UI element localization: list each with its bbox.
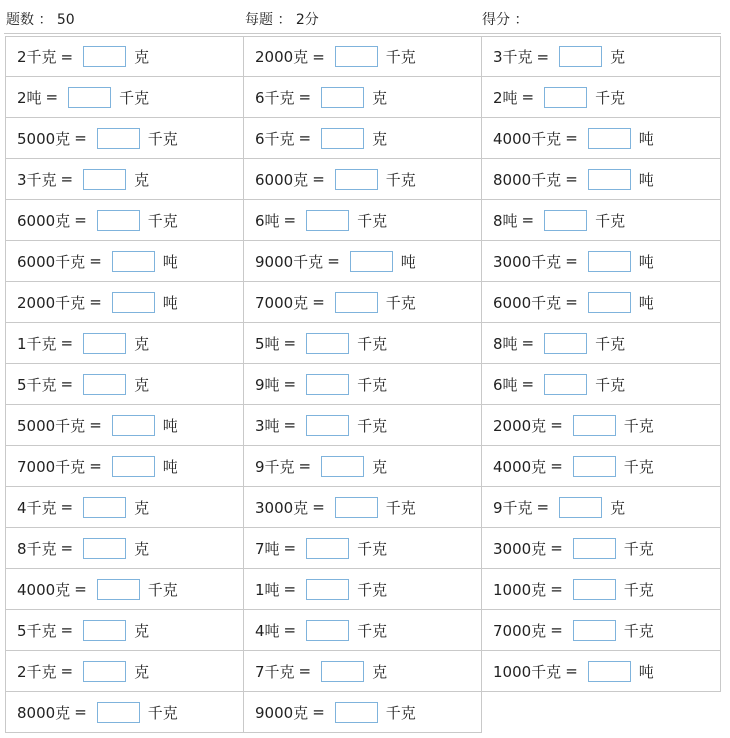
equals-sign: = bbox=[565, 170, 578, 188]
question-cell bbox=[243, 364, 481, 405]
answer-input[interactable] bbox=[588, 661, 631, 682]
question-row bbox=[5, 323, 721, 364]
unit-label: 吨 bbox=[162, 252, 178, 271]
question-cell bbox=[5, 610, 243, 651]
equals-sign: = bbox=[312, 293, 325, 311]
question-text: 8千克 bbox=[17, 539, 57, 558]
equals-sign: = bbox=[74, 211, 87, 229]
question-cell bbox=[243, 200, 481, 241]
unit-label: 吨 bbox=[162, 293, 178, 312]
equals-sign: = bbox=[312, 47, 325, 66]
question-cell bbox=[5, 528, 243, 569]
question-text: 7000克 bbox=[493, 621, 547, 640]
question-cell bbox=[243, 446, 481, 487]
question-row bbox=[5, 569, 721, 610]
equals-sign: = bbox=[60, 621, 74, 639]
equals-sign: = bbox=[298, 88, 312, 106]
answer-input[interactable] bbox=[321, 456, 364, 477]
answer-input[interactable] bbox=[97, 128, 140, 149]
answer-input[interactable] bbox=[573, 579, 616, 600]
answer-input[interactable] bbox=[306, 415, 349, 436]
answer-input[interactable] bbox=[97, 702, 140, 723]
unit-label: 克 bbox=[372, 129, 388, 148]
question-cell bbox=[5, 405, 243, 446]
unit-label: 千克 bbox=[385, 170, 416, 189]
equals-sign: = bbox=[45, 88, 59, 106]
question-text: 8000克 bbox=[17, 703, 71, 722]
answer-input[interactable] bbox=[544, 374, 587, 395]
question-row bbox=[5, 528, 721, 569]
unit-label: 克 bbox=[134, 498, 150, 517]
answer-input[interactable] bbox=[97, 579, 140, 600]
equals-sign: = bbox=[521, 88, 535, 106]
question-cell bbox=[5, 77, 243, 118]
equals-sign: = bbox=[60, 539, 74, 557]
unit-label: 克 bbox=[610, 48, 626, 66]
unit-label: 克 bbox=[610, 498, 626, 517]
question-row bbox=[5, 118, 721, 159]
unit-label: 克 bbox=[134, 662, 150, 681]
question-row bbox=[5, 610, 721, 651]
question-cell bbox=[5, 118, 243, 159]
question-text: 6000克 bbox=[255, 170, 309, 189]
question-row bbox=[5, 487, 721, 528]
question-cell bbox=[5, 200, 243, 241]
question-text: 5000千克 bbox=[17, 416, 86, 435]
question-text: 3000克 bbox=[493, 539, 547, 558]
answer-input[interactable] bbox=[83, 169, 126, 190]
question-cell bbox=[481, 405, 721, 446]
question-text: 3吨 bbox=[255, 416, 280, 435]
equals-sign: = bbox=[60, 47, 74, 66]
question-text: 5千克 bbox=[17, 375, 57, 394]
unit-label: 千克 bbox=[595, 211, 626, 230]
answer-input[interactable] bbox=[68, 87, 111, 108]
unit-label: 克 bbox=[134, 48, 150, 66]
unit-label: 千克 bbox=[385, 293, 416, 312]
question-cell bbox=[481, 77, 721, 118]
answer-input[interactable] bbox=[83, 333, 126, 354]
unit-label: 克 bbox=[134, 334, 150, 353]
question-text: 9吨 bbox=[255, 375, 280, 394]
answer-input[interactable] bbox=[321, 128, 364, 149]
unit-label: 吨 bbox=[638, 662, 654, 681]
answer-input[interactable] bbox=[112, 456, 155, 477]
equals-sign: = bbox=[550, 580, 563, 598]
question-cell bbox=[5, 446, 243, 487]
answer-input[interactable] bbox=[588, 128, 631, 149]
question-cell bbox=[481, 36, 721, 77]
equals-sign: = bbox=[565, 252, 578, 270]
question-cell bbox=[481, 159, 721, 200]
question-text: 2吨 bbox=[493, 88, 518, 107]
equals-sign: = bbox=[89, 457, 102, 475]
question-cell bbox=[243, 36, 481, 77]
equals-sign: = bbox=[60, 375, 74, 393]
equals-sign: = bbox=[298, 457, 312, 475]
unit-label: 千克 bbox=[357, 211, 388, 230]
question-row bbox=[5, 159, 721, 200]
answer-input[interactable] bbox=[588, 251, 631, 272]
equals-sign: = bbox=[312, 170, 325, 188]
equals-sign: = bbox=[89, 252, 102, 270]
question-row bbox=[5, 200, 721, 241]
unit-label: 克 bbox=[134, 539, 150, 558]
question-cell bbox=[243, 405, 481, 446]
unit-label: 千克 bbox=[623, 621, 654, 640]
answer-input[interactable] bbox=[83, 497, 126, 518]
question-cell bbox=[481, 364, 721, 405]
equals-sign: = bbox=[550, 416, 563, 434]
equals-sign: = bbox=[89, 416, 102, 434]
question-text: 2000千克 bbox=[17, 293, 86, 312]
question-cell bbox=[243, 487, 481, 528]
unit-label: 千克 bbox=[623, 457, 654, 476]
answer-input[interactable] bbox=[321, 87, 364, 108]
question-cell bbox=[243, 118, 481, 159]
unit-label: 千克 bbox=[119, 88, 150, 107]
question-text: 2千克 bbox=[17, 662, 57, 681]
question-cell bbox=[481, 118, 721, 159]
equals-sign: = bbox=[60, 498, 74, 516]
unit-label: 克 bbox=[372, 88, 388, 107]
answer-input[interactable] bbox=[335, 169, 378, 190]
answer-input[interactable] bbox=[306, 620, 349, 641]
score-label: 得分 ： bbox=[482, 12, 529, 28]
question-cell bbox=[243, 159, 481, 200]
question-cell bbox=[481, 241, 721, 282]
unit-label: 克 bbox=[134, 375, 150, 394]
unit-label: 千克 bbox=[595, 375, 626, 394]
question-row bbox=[5, 241, 721, 282]
answer-input[interactable] bbox=[97, 210, 140, 231]
question-count-label: 题数 ： 50 bbox=[6, 12, 75, 28]
question-text: 8吨 bbox=[493, 211, 518, 230]
unit-label: 千克 bbox=[595, 334, 626, 353]
answer-input[interactable] bbox=[112, 251, 155, 272]
question-text: 6千克 bbox=[255, 88, 295, 107]
question-cell bbox=[481, 323, 721, 364]
unit-label: 千克 bbox=[385, 703, 416, 722]
unit-label: 吨 bbox=[400, 252, 416, 271]
question-text: 7吨 bbox=[255, 539, 280, 558]
answer-input[interactable] bbox=[321, 661, 364, 682]
question-cell bbox=[5, 36, 243, 77]
question-cell bbox=[5, 692, 243, 733]
unit-label: 吨 bbox=[162, 416, 178, 435]
question-text: 6吨 bbox=[255, 211, 280, 230]
question-cell bbox=[481, 651, 721, 692]
question-cell bbox=[481, 282, 721, 323]
question-text: 2吨 bbox=[17, 88, 42, 107]
question-text: 1000克 bbox=[493, 580, 547, 599]
question-cell bbox=[243, 569, 481, 610]
unit-label: 千克 bbox=[357, 539, 388, 558]
question-row bbox=[5, 36, 721, 77]
question-row bbox=[5, 446, 721, 487]
question-text: 6吨 bbox=[493, 375, 518, 394]
unit-label: 千克 bbox=[623, 580, 654, 599]
header-divider bbox=[4, 33, 721, 34]
answer-input[interactable] bbox=[83, 538, 126, 559]
answer-input[interactable] bbox=[544, 210, 587, 231]
unit-label: 吨 bbox=[638, 129, 654, 148]
question-text: 6000克 bbox=[17, 211, 71, 230]
equals-sign: = bbox=[89, 293, 102, 311]
answer-input[interactable] bbox=[306, 538, 349, 559]
equals-sign: = bbox=[74, 580, 87, 598]
unit-label: 克 bbox=[372, 457, 388, 476]
question-cell bbox=[243, 528, 481, 569]
question-text: 7000千克 bbox=[17, 457, 86, 476]
question-text: 6千克 bbox=[255, 129, 295, 148]
answer-input[interactable] bbox=[544, 87, 587, 108]
answer-input[interactable] bbox=[335, 292, 378, 313]
question-cell bbox=[5, 241, 243, 282]
equals-sign: = bbox=[283, 621, 297, 639]
answer-input[interactable] bbox=[350, 251, 393, 272]
unit-label: 千克 bbox=[623, 416, 654, 435]
equals-sign: = bbox=[74, 703, 87, 721]
worksheet-header bbox=[0, 0, 730, 34]
unit-label: 千克 bbox=[623, 539, 654, 558]
equals-sign: = bbox=[521, 211, 535, 229]
question-text: 9000千克 bbox=[255, 252, 324, 271]
question-text: 4吨 bbox=[255, 621, 280, 640]
equals-sign: = bbox=[283, 375, 297, 393]
unit-label: 克 bbox=[134, 170, 150, 189]
answer-input[interactable] bbox=[112, 292, 155, 313]
question-cell bbox=[481, 569, 721, 610]
answer-input[interactable] bbox=[306, 579, 349, 600]
answer-input[interactable] bbox=[83, 620, 126, 641]
question-text: 3000克 bbox=[255, 498, 309, 517]
unit-label: 千克 bbox=[385, 48, 416, 66]
answer-input[interactable] bbox=[573, 415, 616, 436]
question-cell bbox=[243, 323, 481, 364]
question-cell bbox=[5, 487, 243, 528]
equals-sign: = bbox=[565, 293, 578, 311]
answer-input[interactable] bbox=[573, 456, 616, 477]
equals-sign: = bbox=[298, 662, 312, 680]
question-text: 6000千克 bbox=[17, 252, 86, 271]
unit-label: 千克 bbox=[357, 334, 388, 353]
equals-sign: = bbox=[536, 47, 550, 66]
question-cell bbox=[243, 282, 481, 323]
answer-input[interactable] bbox=[306, 374, 349, 395]
question-cell bbox=[243, 651, 481, 692]
question-cell bbox=[481, 200, 721, 241]
equals-sign: = bbox=[565, 662, 578, 680]
question-cell bbox=[243, 610, 481, 651]
question-text: 2千克 bbox=[17, 48, 57, 66]
question-text: 2000克 bbox=[255, 48, 309, 66]
unit-label: 克 bbox=[372, 662, 388, 681]
question-row bbox=[5, 282, 721, 323]
answer-input[interactable] bbox=[112, 415, 155, 436]
answer-input[interactable] bbox=[335, 702, 378, 723]
equals-sign: = bbox=[283, 416, 297, 434]
question-text: 9000克 bbox=[255, 703, 309, 722]
question-cell bbox=[481, 446, 721, 487]
question-cell bbox=[481, 610, 721, 651]
equals-sign: = bbox=[565, 129, 578, 147]
question-text: 1吨 bbox=[255, 580, 280, 599]
equals-sign: = bbox=[60, 662, 74, 680]
question-text: 5千克 bbox=[17, 621, 57, 640]
question-text: 4000千克 bbox=[493, 129, 562, 148]
question-text: 9千克 bbox=[493, 498, 533, 517]
equals-sign: = bbox=[74, 129, 87, 147]
equals-sign: = bbox=[550, 457, 563, 475]
question-text: 1000千克 bbox=[493, 662, 562, 681]
question-cell bbox=[243, 77, 481, 118]
unit-label: 吨 bbox=[638, 252, 654, 271]
answer-input[interactable] bbox=[83, 661, 126, 682]
question-row bbox=[5, 692, 721, 733]
answer-input[interactable] bbox=[83, 374, 126, 395]
unit-label: 千克 bbox=[147, 129, 178, 148]
answer-input[interactable] bbox=[559, 46, 602, 67]
question-text: 5000克 bbox=[17, 129, 71, 148]
question-cell bbox=[243, 241, 481, 282]
question-row bbox=[5, 77, 721, 118]
answer-input[interactable] bbox=[306, 333, 349, 354]
answer-input[interactable] bbox=[306, 210, 349, 231]
question-row bbox=[5, 405, 721, 446]
unit-label: 千克 bbox=[147, 211, 178, 230]
unit-label: 千克 bbox=[357, 416, 388, 435]
equals-sign: = bbox=[536, 498, 550, 516]
unit-label: 千克 bbox=[357, 375, 388, 394]
question-text: 3000千克 bbox=[493, 252, 562, 271]
equals-sign: = bbox=[521, 334, 535, 352]
equals-sign: = bbox=[283, 539, 297, 557]
question-text: 3千克 bbox=[17, 170, 57, 189]
equals-sign: = bbox=[521, 375, 535, 393]
question-text: 8000千克 bbox=[493, 170, 562, 189]
question-cell bbox=[5, 364, 243, 405]
unit-label: 千克 bbox=[357, 621, 388, 640]
question-cell bbox=[5, 159, 243, 200]
equals-sign: = bbox=[550, 539, 563, 557]
question-row bbox=[5, 364, 721, 405]
equals-sign: = bbox=[327, 252, 340, 270]
points-per-question-label: 每题 ： 2分 bbox=[245, 12, 319, 28]
answer-input[interactable] bbox=[588, 169, 631, 190]
unit-label: 吨 bbox=[638, 170, 654, 189]
question-grid bbox=[5, 36, 721, 733]
question-text: 4千克 bbox=[17, 498, 57, 517]
equals-sign: = bbox=[298, 129, 312, 147]
question-text: 2000克 bbox=[493, 416, 547, 435]
question-text: 3千克 bbox=[493, 48, 533, 66]
answer-input[interactable] bbox=[544, 333, 587, 354]
unit-label: 千克 bbox=[147, 703, 178, 722]
question-text: 7千克 bbox=[255, 662, 295, 681]
equals-sign: = bbox=[283, 580, 297, 598]
question-text: 4000克 bbox=[493, 457, 547, 476]
empty-cell bbox=[481, 692, 721, 733]
equals-sign: = bbox=[550, 621, 563, 639]
question-cell bbox=[5, 651, 243, 692]
unit-label: 千克 bbox=[147, 580, 178, 599]
question-row bbox=[5, 651, 721, 692]
question-cell bbox=[5, 282, 243, 323]
equals-sign: = bbox=[283, 211, 297, 229]
answer-input[interactable] bbox=[588, 292, 631, 313]
answer-input[interactable] bbox=[335, 497, 378, 518]
question-text: 9千克 bbox=[255, 457, 295, 476]
equals-sign: = bbox=[60, 170, 74, 188]
equals-sign: = bbox=[312, 703, 325, 721]
unit-label: 千克 bbox=[595, 88, 626, 107]
question-text: 7000克 bbox=[255, 293, 309, 312]
answer-input[interactable] bbox=[573, 620, 616, 641]
question-text: 6000千克 bbox=[493, 293, 562, 312]
answer-input[interactable] bbox=[335, 46, 378, 67]
unit-label: 克 bbox=[134, 621, 150, 640]
equals-sign: = bbox=[312, 498, 325, 516]
question-cell bbox=[481, 487, 721, 528]
question-text: 1千克 bbox=[17, 334, 57, 353]
answer-input[interactable] bbox=[573, 538, 616, 559]
question-text: 4000克 bbox=[17, 580, 71, 599]
answer-input[interactable] bbox=[559, 497, 602, 518]
question-text: 8吨 bbox=[493, 334, 518, 353]
unit-label: 吨 bbox=[638, 293, 654, 312]
equals-sign: = bbox=[283, 334, 297, 352]
question-text: 5吨 bbox=[255, 334, 280, 353]
question-cell bbox=[5, 569, 243, 610]
unit-label: 吨 bbox=[162, 457, 178, 476]
question-cell bbox=[481, 528, 721, 569]
unit-label: 千克 bbox=[385, 498, 416, 517]
answer-input[interactable] bbox=[83, 46, 126, 67]
unit-label: 千克 bbox=[357, 580, 388, 599]
equals-sign: = bbox=[60, 334, 74, 352]
question-cell bbox=[5, 323, 243, 364]
question-cell bbox=[243, 692, 481, 733]
